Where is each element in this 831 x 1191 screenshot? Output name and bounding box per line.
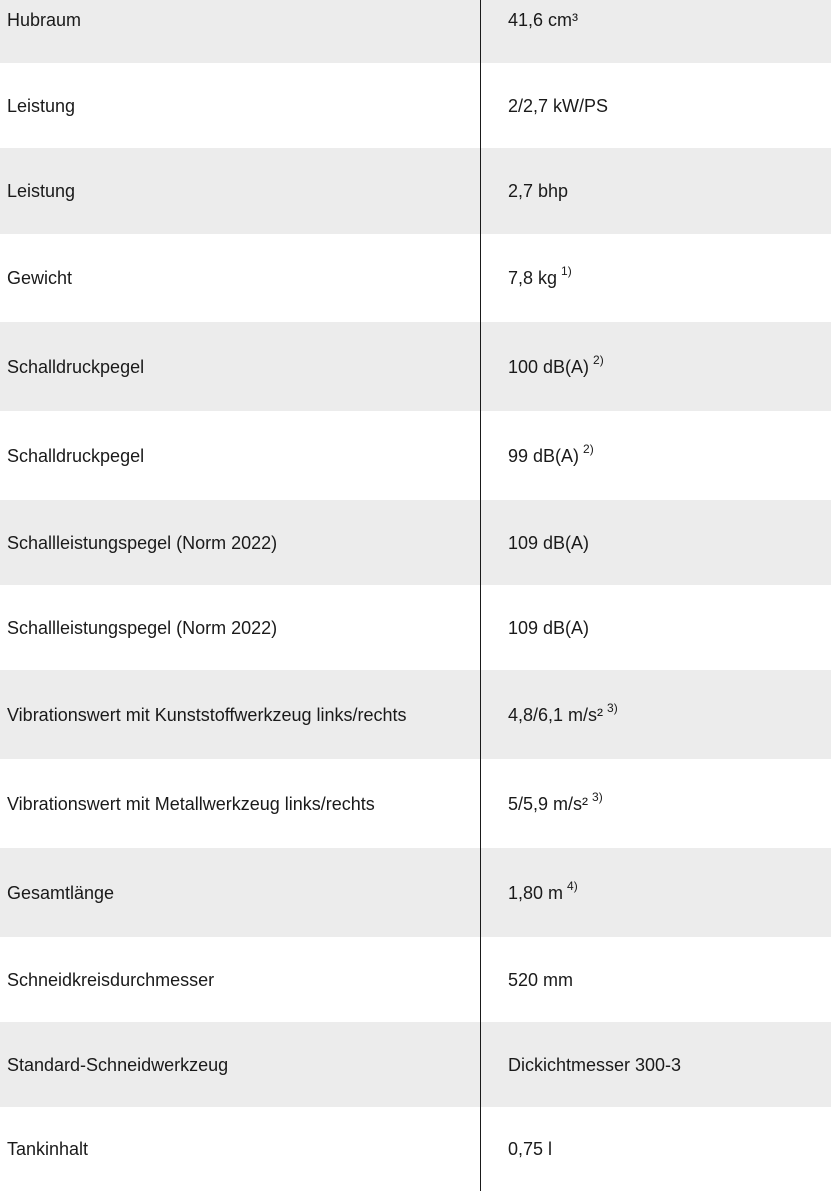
spec-label: Gewicht xyxy=(7,268,73,288)
spec-footnote: 2) xyxy=(593,352,604,367)
spec-value: 7,8 kg xyxy=(508,268,558,288)
spec-value: 100 dB(A) xyxy=(508,356,590,377)
spec-value: 1,80 m xyxy=(508,882,564,903)
spec-row-schallleistungspegel-1 xyxy=(0,500,831,585)
spec-row-tankinhalt xyxy=(0,1107,831,1191)
spec-row-gewicht xyxy=(0,234,831,322)
spec-footnote: 2) xyxy=(583,441,594,456)
spec-value: 109 dB(A) xyxy=(508,617,590,638)
spec-value: 0,75 l xyxy=(508,1139,553,1159)
spec-label: Schalldruckpegel xyxy=(7,356,145,377)
spec-value-cell xyxy=(480,585,831,670)
spec-row-schallleistungspegel-2 xyxy=(0,585,831,670)
spec-label: Tankinhalt xyxy=(7,1139,89,1159)
spec-footnote: 1) xyxy=(561,264,572,278)
spec-value-cell xyxy=(480,500,831,585)
spec-value-cell xyxy=(480,148,831,234)
spec-label: Gesamtlänge xyxy=(7,882,115,903)
spec-row-vibration-kunststoff xyxy=(0,670,831,759)
spec-value: 5/5,9 m/s² xyxy=(508,793,589,814)
spec-row-leistung-bhp xyxy=(0,148,831,234)
spec-label: Schalldruckpegel xyxy=(7,445,145,466)
spec-value-cell xyxy=(480,1022,831,1107)
spec-value-cell xyxy=(480,1107,831,1191)
spec-value-cell xyxy=(480,937,831,1022)
spec-label: Schallleistungspegel (Norm 2022) xyxy=(7,617,278,638)
spec-value-cell xyxy=(480,63,831,148)
spec-row-schalldruckpegel-2 xyxy=(0,411,831,500)
spec-row-schneidkreisdurchmesser xyxy=(0,937,831,1022)
spec-value-cell xyxy=(480,411,831,500)
spec-value-cell xyxy=(480,0,831,63)
spec-footnote: 3) xyxy=(592,789,603,804)
spec-row-vibration-metall xyxy=(0,759,831,848)
spec-row-schalldruckpegel-1 xyxy=(0,322,831,411)
spec-value-cell xyxy=(480,759,831,848)
spec-value: 2,7 bhp xyxy=(508,181,569,201)
spec-value: 109 dB(A) xyxy=(508,532,590,553)
spec-value: Dickichtmesser 300-3 xyxy=(508,1054,682,1075)
spec-label: Schneidkreisdurchmesser xyxy=(7,969,215,990)
spec-label: Standard-Schneidwerkzeug xyxy=(7,1054,229,1075)
spec-row-leistung-kw xyxy=(0,63,831,148)
column-divider xyxy=(480,0,481,1191)
spec-footnote: 3) xyxy=(607,700,618,715)
spec-label: Vibrationswert mit Kunststoffwerkzeug links/rechts xyxy=(7,704,407,725)
spec-label: Hubraum xyxy=(7,9,82,30)
spec-value-cell xyxy=(480,848,831,937)
spec-label: Schallleistungspegel (Norm 2022) xyxy=(7,532,278,553)
spec-row-schneidwerkzeug xyxy=(0,1022,831,1107)
spec-value: 520 mm xyxy=(508,969,574,990)
spec-value: 4,8/6,1 m/s² xyxy=(508,704,604,725)
spec-value: 99 dB(A) xyxy=(508,445,580,466)
spec-value-cell xyxy=(480,670,831,759)
spec-row-hubraum xyxy=(0,0,831,63)
spec-row-gesamtlaenge xyxy=(0,848,831,937)
spec-value: 2/2,7 kW/PS xyxy=(508,95,609,116)
spec-footnote: 4) xyxy=(567,878,578,893)
spec-label: Leistung xyxy=(7,95,76,116)
spec-value-cell xyxy=(480,234,831,322)
spec-value-cell xyxy=(480,322,831,411)
spec-label: Vibrationswert mit Metallwerkzeug links/rechts xyxy=(7,793,375,814)
spec-value: 41,6 cm³ xyxy=(508,9,579,30)
spec-label: Leistung xyxy=(7,181,76,201)
